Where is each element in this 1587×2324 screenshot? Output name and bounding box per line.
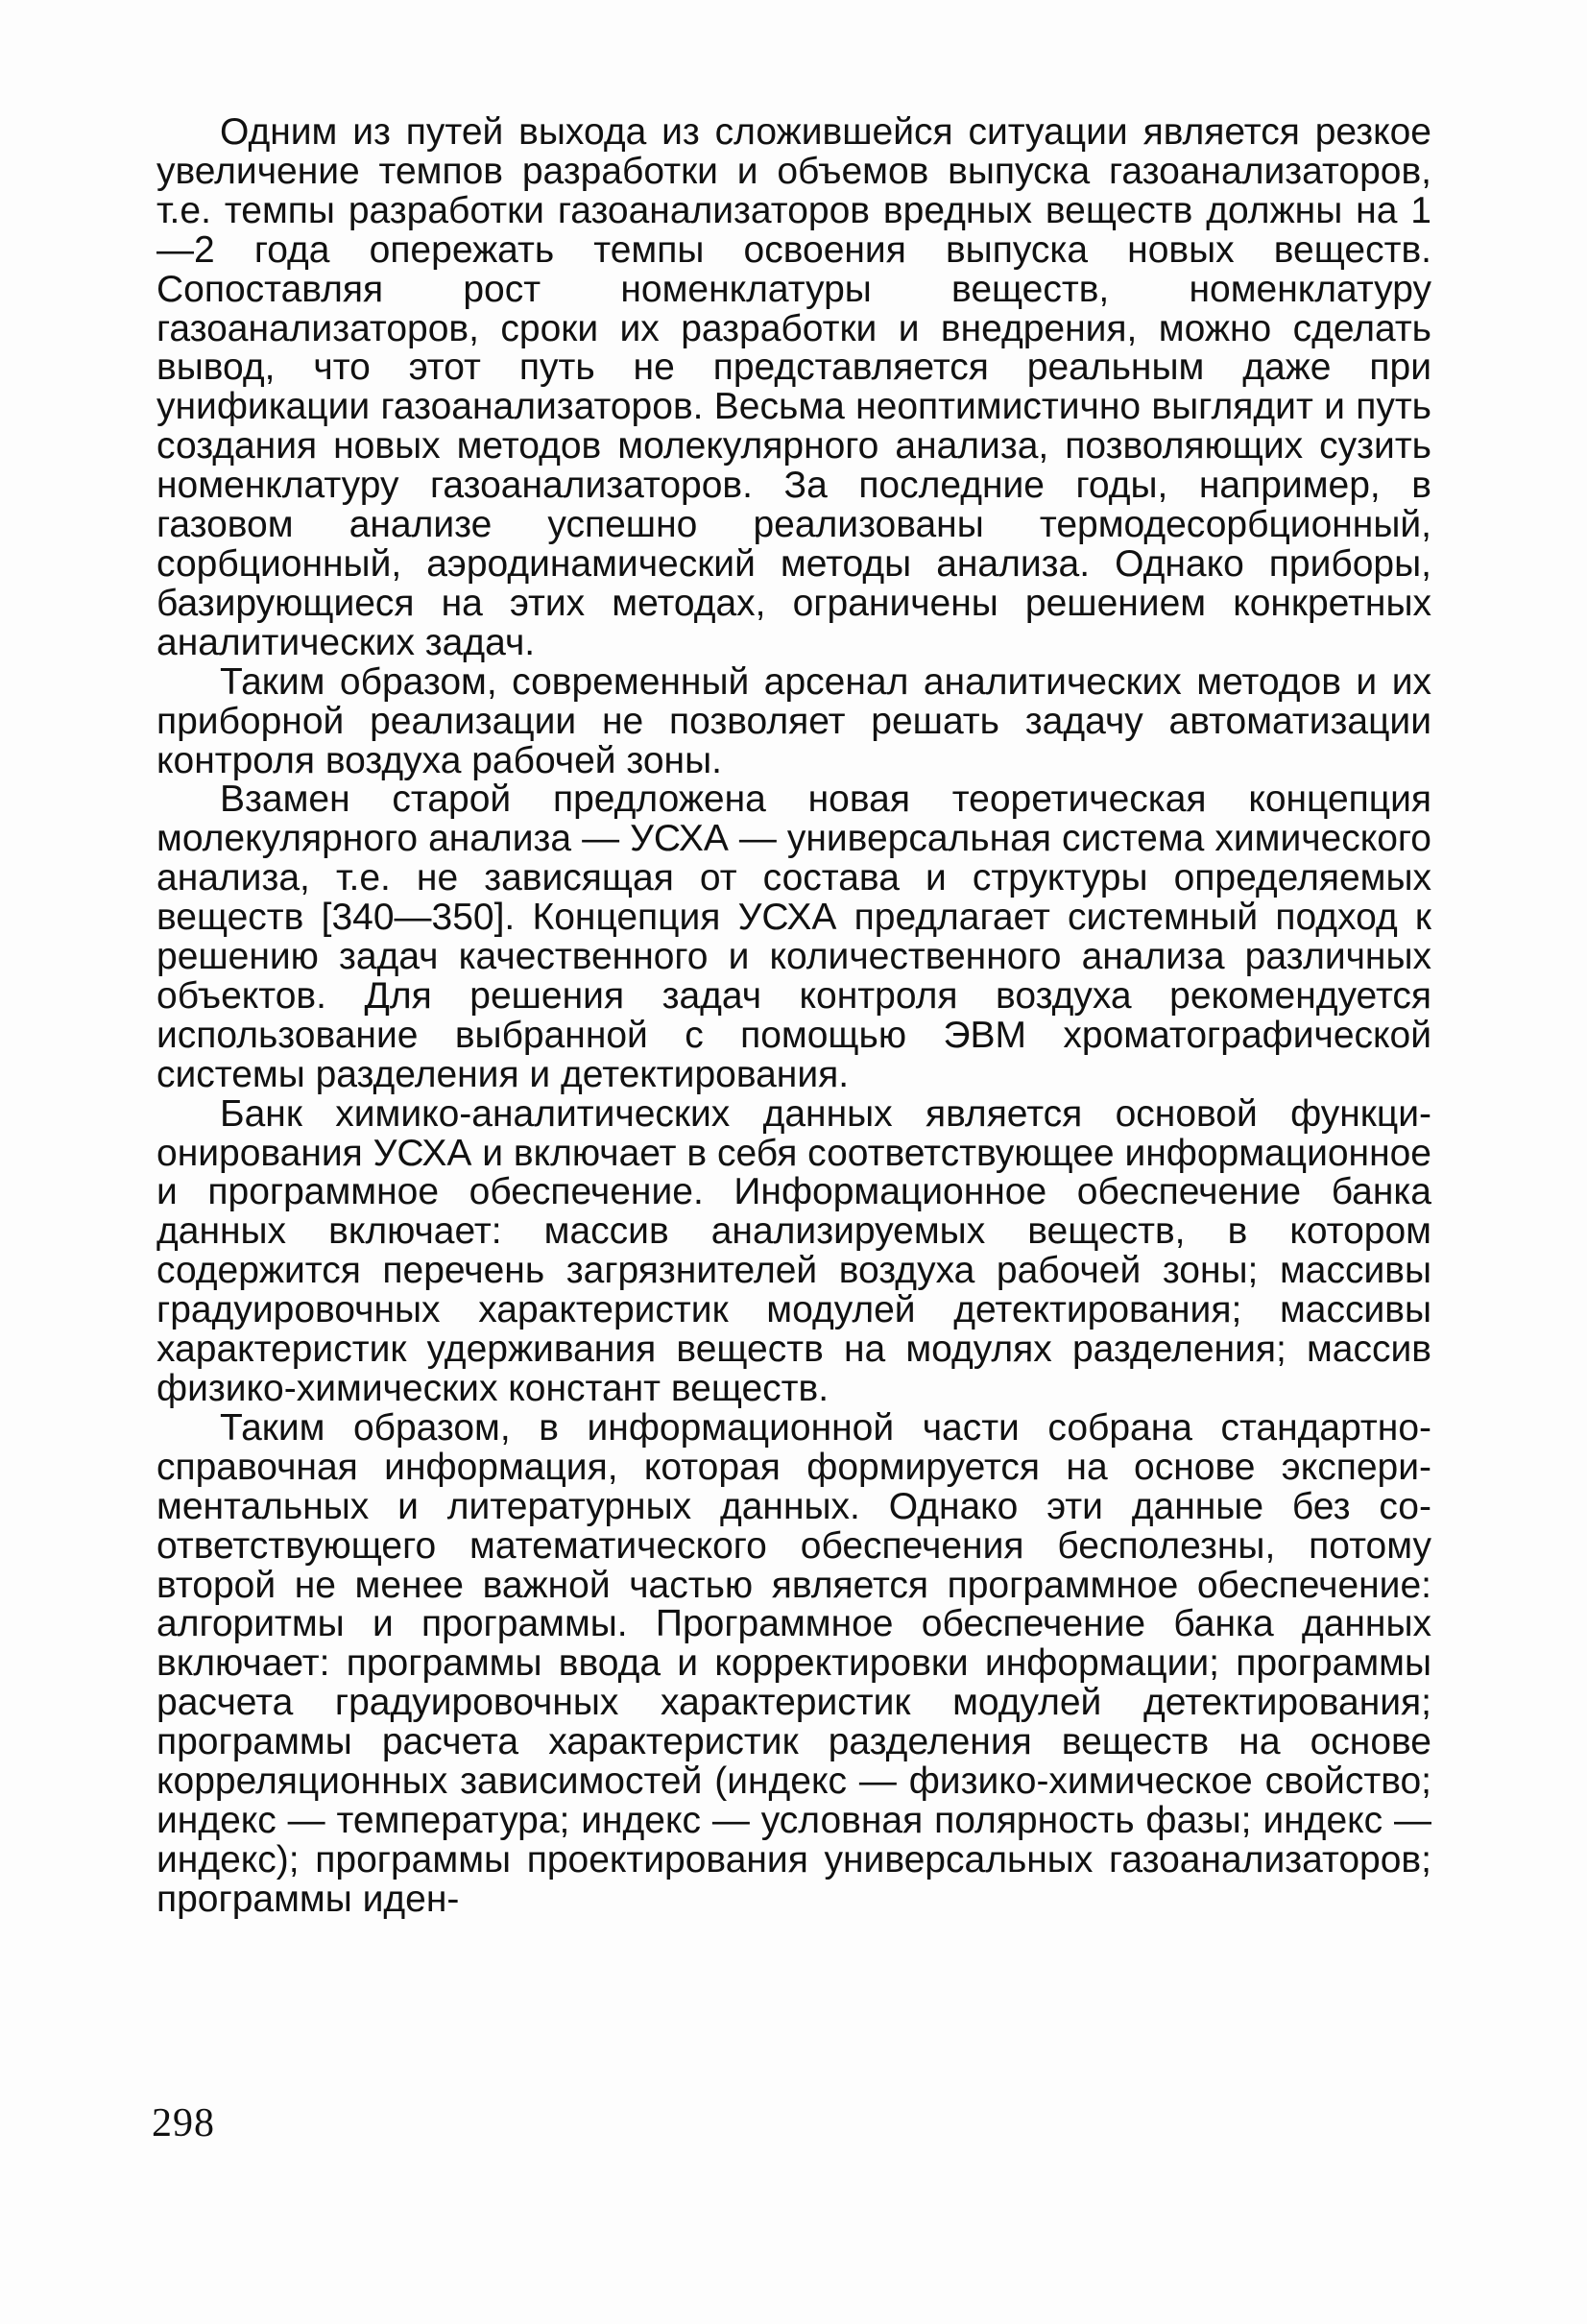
paragraph-3: Взамен старой предложена новая теоретическая концепция молекулярного анализа — УСХА — универсальная система химического анализа, т.е. не зависящая от состава и структуры определяемых веществ [340—350]. Концепция УСХА предлагает системный подход к решению задач качественного и количественного анализа различных объектов. Для решения задач контроля воздуха рекомендуется использование выбранной с помощью ЭВМ хроматографической системы разделения и детектирования. [156, 779, 1431, 1095]
paragraph-5: Таким образом, в информационной части собрана стандартно-справочная информация, которая формируется на основе экспериментальных и литературных данных. Однако эти данные без соответствующего математического обеспечения бесполезны, потому второй не менее важной частью является программное обеспечение: алгоритмы и программы. Программное обеспечение банка данных включает: программы ввода и корректировки информации; программы расчета градуировочных характеристик модулей детектирования; программы расчета характеристик разделения веществ на основе корреляционных зависимостей (индекс — физико-химическое свойство; индекс — температура; индекс — условная полярность фазы; индекс — индекс); программы проектирования универсальных газоанализаторов; программы иден- [156, 1406, 1431, 1920]
paragraph-2: Таким образом, современный арсенал аналитических методов и их приборной реализации не позволяет решать задачу автоматизации контроля воздуха рабочей зоны. [156, 660, 1431, 781]
page-number: 298 [152, 2101, 215, 2145]
body-text [156, 113, 1431, 1920]
paragraph-4: Банк химико-аналитических данных является основой функционирования УСХА и включает в себя соответствующее информационное и программное обеспечение. Информационное обеспечение банка данных включает: массив анализируемых веществ, в котором содержится перечень загрязнителей воздуха рабочей зоны; массивы градуировочных характеристик модулей детектирования; массивы характеристик удерживания веществ на модулях разделения; массив физико-химических констант веществ. [156, 1092, 1431, 1409]
paragraph-1: Одним из путей выхода из сложившейся ситуации является резкое увеличение темпов разработки и объемов выпуска газоанализаторов, т.е. темпы разработки газоанализаторов вредных веществ должны на 1—2 года опережать темпы освоения выпуска новых веществ. Сопоставляя рост номенклатуры веществ, номенклатуру газоанализаторов, сроки их разработки и внедрения, можно сделать вывод, что этот путь не представляется реальным даже при унификации газоанализаторов. Весьма неоптимистично выглядит и путь создания новых методов молекулярного анализа, позволяющих сузить номенклатуру газоанализаторов. За последние годы, например, в газовом анализе успешно реализованы термодесорбционный, сорбционный, аэродинамический методы анализа. Однако приборы, базирующиеся на этих методах, ограничены решением конкретных аналитических задач. [156, 111, 1431, 663]
